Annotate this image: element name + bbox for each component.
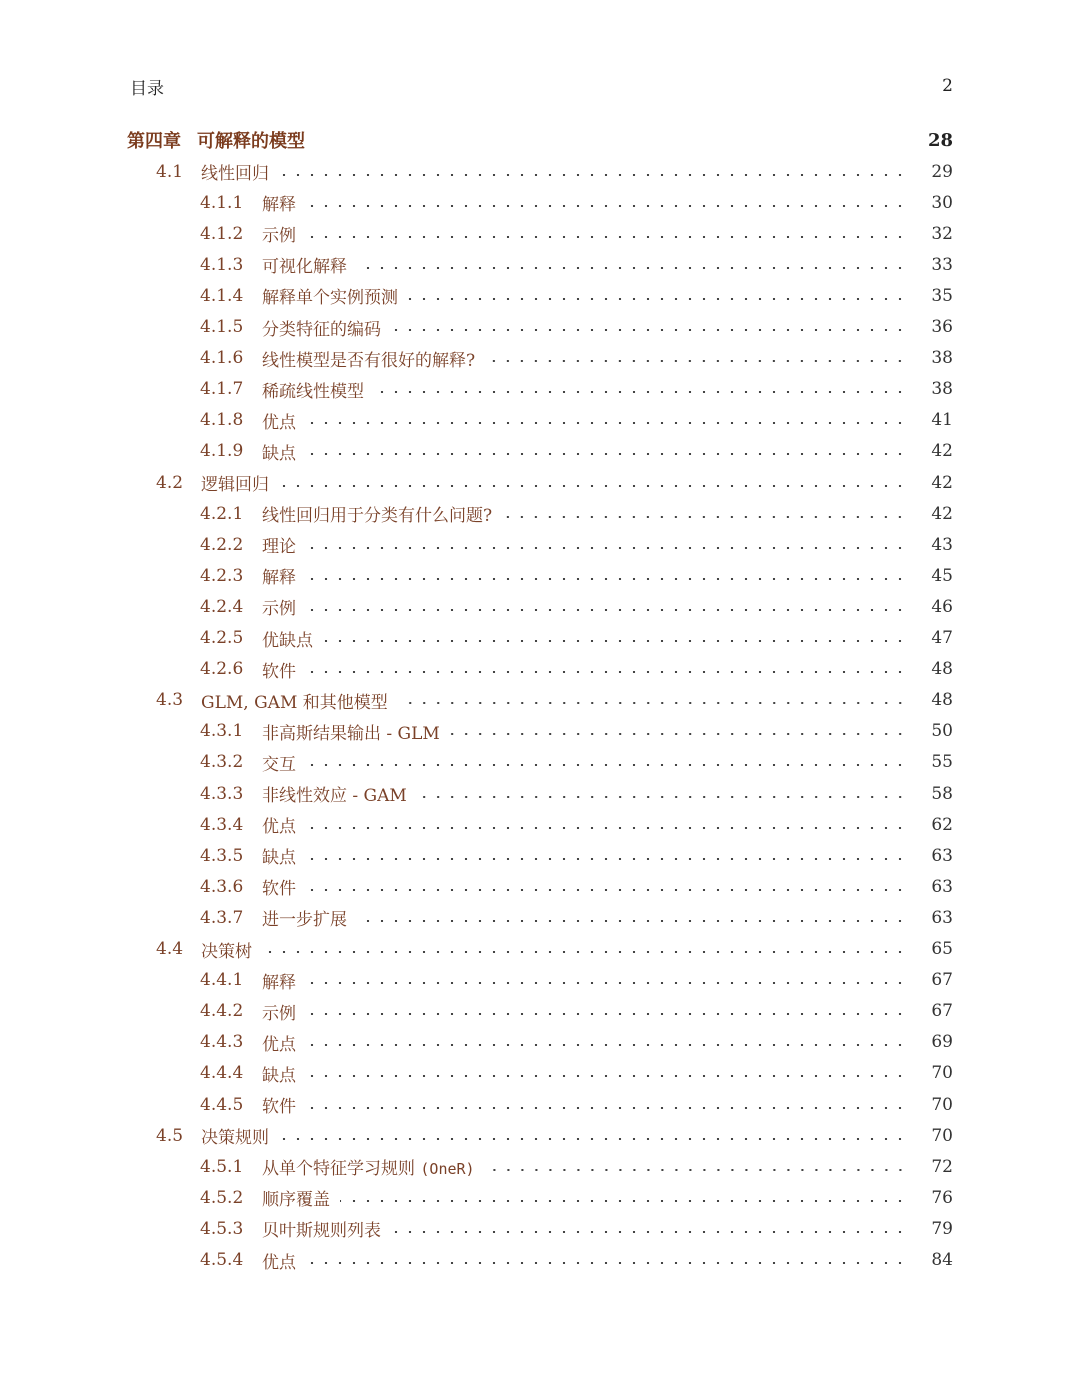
entry-title: 软件	[262, 1097, 296, 1117]
entry-number: 4.5.1	[200, 1156, 244, 1177]
dot-leader	[306, 1013, 907, 1015]
entry-number: 4.1.8	[200, 410, 244, 431]
entry-title: 解释	[262, 568, 296, 589]
entry-page-number: 43	[931, 534, 953, 555]
entry-number: 4.1.9	[200, 441, 244, 462]
dot-leader	[485, 1169, 907, 1171]
entry-title: 逻辑回归	[201, 475, 269, 495]
toc-subsection-entry[interactable]	[0, 1245, 1080, 1276]
entry-number: 4.3.4	[200, 814, 244, 835]
entry-page-number: 69	[931, 1032, 953, 1053]
dot-leader	[398, 702, 907, 704]
entry-title: 交互	[262, 754, 296, 775]
entry-page-number: 38	[931, 379, 953, 400]
entry-number: 4.2.6	[200, 659, 244, 680]
entry-title: 可视化解释	[262, 257, 347, 278]
dot-leader	[357, 920, 907, 922]
entry-title: 线性回归	[201, 164, 269, 184]
entry-title: 分类特征的编码	[262, 319, 381, 340]
dot-leader	[306, 1075, 907, 1077]
entry-page-number: 70	[931, 1063, 953, 1084]
entry-title: 贝叶斯规则列表	[262, 1221, 381, 1242]
entry-page-number: 30	[931, 192, 953, 213]
entry-page-number: 32	[931, 223, 953, 244]
toc-chapter-entry[interactable]	[127, 127, 953, 153]
toc-subsection-entry[interactable]	[0, 654, 1080, 685]
entry-page-number: 63	[931, 876, 953, 897]
entry-number: 4.2.3	[200, 565, 244, 586]
dot-leader	[306, 609, 907, 611]
dot-leader	[374, 391, 907, 393]
dot-leader	[306, 578, 907, 580]
entry-title: 优点	[262, 1252, 296, 1273]
entry-title: 顺序覆盖	[262, 1190, 330, 1211]
dot-leader	[279, 485, 907, 487]
dot-leader	[306, 547, 907, 549]
entry-number: 4.4.2	[200, 1001, 244, 1022]
entry-page-number: 63	[931, 845, 953, 866]
entry-title: 线性回归用于分类有什么问题?	[262, 506, 493, 527]
chapter-page-number: 28	[927, 129, 953, 151]
toc-subsection-entry[interactable]	[0, 809, 1080, 840]
toc-subsection-entry[interactable]	[0, 374, 1080, 405]
entry-page-number: 63	[931, 907, 953, 928]
dot-leader	[306, 827, 907, 829]
entry-number: 4.1	[156, 161, 184, 182]
toc-section-entry[interactable]	[0, 156, 1080, 187]
entry-title: 解释单个实例预测	[262, 288, 398, 309]
toc-subsection-entry[interactable]	[0, 1089, 1080, 1120]
entry-number: 4.3.1	[200, 721, 244, 742]
running-head	[130, 74, 953, 98]
entry-title: 从单个特征学习规则 (OneR)	[262, 1159, 475, 1180]
entry-title: 缺点	[262, 443, 296, 464]
toc-subsection-entry[interactable]	[0, 405, 1080, 436]
toc-subsection-entry[interactable]	[0, 778, 1080, 809]
dot-leader	[279, 1138, 907, 1140]
entry-title: 决策规则	[201, 1128, 269, 1149]
toc-subsection-entry[interactable]	[0, 187, 1080, 218]
dot-leader	[306, 764, 907, 766]
entry-number: 4.2.5	[200, 628, 244, 648]
dot-leader	[306, 858, 907, 860]
entry-page-number: 48	[931, 690, 953, 711]
entry-number: 4.3.5	[200, 845, 244, 866]
entry-page-number: 67	[931, 970, 953, 991]
entry-number: 4.3.7	[200, 907, 244, 928]
entry-title: 优点	[262, 1034, 296, 1055]
toc-subsection-entry[interactable]	[0, 312, 1080, 343]
dot-leader	[450, 733, 907, 735]
entry-page-number: 76	[931, 1187, 953, 1208]
dot-leader	[279, 174, 907, 176]
entry-page-number: 42	[931, 441, 953, 462]
entry-page-number: 38	[931, 348, 953, 369]
entry-page-number: 42	[931, 503, 953, 524]
entry-number: 4.1.5	[200, 317, 244, 337]
entry-number: 4.1.2	[200, 223, 244, 244]
entry-title: 稀疏线性模型	[262, 381, 364, 402]
entry-title: 非高斯结果输出 - GLM	[262, 723, 440, 744]
entry-number: 4.1.7	[200, 379, 244, 400]
toc-subsection-entry[interactable]	[0, 1058, 1080, 1089]
toc-subsection-entry[interactable]	[0, 840, 1080, 871]
dot-leader	[306, 1107, 907, 1109]
entry-page-number: 46	[931, 596, 953, 617]
entry-page-number: 72	[931, 1156, 953, 1177]
entry-title: 缺点	[262, 1065, 296, 1086]
entry-page-number: 29	[931, 161, 953, 182]
entry-number: 4.1.3	[200, 254, 244, 275]
entry-page-number: 45	[931, 565, 953, 586]
entry-number: 4.1.6	[200, 348, 244, 369]
entry-number: 4.5.4	[200, 1250, 244, 1270]
entry-number: 4.3.3	[200, 783, 244, 804]
entry-number: 4.3.6	[200, 876, 244, 897]
entry-page-number: 36	[931, 317, 953, 337]
entry-title: GLM, GAM 和其他模型	[201, 692, 388, 713]
toc-subsection-entry[interactable]	[0, 529, 1080, 560]
toc-subsection-entry[interactable]	[0, 996, 1080, 1027]
entry-page-number: 50	[931, 721, 953, 742]
entry-number: 4.2	[156, 472, 184, 493]
dot-leader	[357, 267, 907, 269]
toc-subsection-entry[interactable]	[0, 902, 1080, 933]
toc-subsection-entry[interactable]	[0, 1151, 1080, 1182]
dot-leader	[306, 982, 907, 984]
chapter-title: 可解释的模型	[197, 131, 305, 152]
entry-page-number: 42	[931, 472, 953, 493]
dot-leader	[323, 640, 907, 642]
toc-subsection-entry[interactable]	[0, 965, 1080, 996]
entry-number: 4.5	[156, 1125, 184, 1146]
toc-subsection-entry[interactable]	[0, 871, 1080, 902]
toc-subsection-entry[interactable]	[0, 249, 1080, 280]
toc-subsection-entry[interactable]	[0, 498, 1080, 529]
dot-leader	[408, 298, 907, 300]
entry-page-number: 67	[931, 1001, 953, 1022]
toc-section-entry[interactable]	[0, 467, 1080, 498]
toc-subsection-entry[interactable]	[0, 591, 1080, 622]
entry-number: 4.2.1	[200, 503, 244, 524]
dot-leader	[262, 951, 907, 953]
entry-page-number: 70	[931, 1094, 953, 1115]
entry-page-number: 33	[931, 254, 953, 275]
entry-number: 4.5.3	[200, 1218, 244, 1239]
entry-title: 优缺点	[262, 630, 313, 651]
entry-title: 决策树	[201, 941, 252, 962]
entry-page-number: 41	[931, 410, 953, 431]
dot-leader	[502, 516, 907, 518]
entry-page-number: 84	[931, 1250, 953, 1270]
entry-number: 4.4.5	[200, 1094, 244, 1115]
toc-section-entry[interactable]	[0, 934, 1080, 965]
entry-title: 线性模型是否有很好的解释?	[262, 350, 476, 371]
entry-number: 4.1.4	[200, 285, 244, 306]
toc-section-entry[interactable]	[0, 685, 1080, 716]
toc-subsection-entry[interactable]	[0, 560, 1080, 591]
toc-subsection-entry[interactable]	[0, 1182, 1080, 1213]
entry-title: 解释	[262, 972, 296, 993]
entry-number: 4.4.4	[200, 1063, 244, 1084]
entry-title: 优点	[262, 412, 296, 433]
toc-subsection-entry[interactable]	[0, 436, 1080, 467]
entry-number: 4.2.4	[200, 596, 244, 617]
entry-number: 4.1.1	[200, 192, 244, 213]
toc-subsection-entry[interactable]	[0, 623, 1080, 654]
chapter-label: 第四章	[127, 131, 181, 152]
dot-leader	[306, 453, 907, 455]
toc-subsection-entry[interactable]	[0, 218, 1080, 249]
dot-leader	[417, 796, 907, 798]
entry-page-number: 65	[931, 939, 953, 959]
dot-leader	[340, 1200, 907, 1202]
toc-subsection-entry[interactable]	[0, 747, 1080, 778]
entry-number: 4.3.2	[200, 752, 244, 773]
entry-page-number: 79	[931, 1218, 953, 1239]
entry-title: 软件	[262, 661, 296, 682]
toc-subsection-entry[interactable]	[0, 1213, 1080, 1244]
entry-title: 优点	[262, 817, 296, 838]
entry-title: 示例	[262, 1003, 296, 1024]
entry-number: 4.4	[156, 939, 184, 959]
entry-number: 4.4.1	[200, 970, 244, 991]
entry-title: 软件	[262, 879, 296, 900]
entry-title: 进一步扩展	[262, 910, 347, 931]
entry-title: 非线性效应 - GAM	[262, 786, 407, 806]
toc-subsection-entry[interactable]	[0, 1027, 1080, 1058]
entry-title: 示例	[262, 599, 296, 620]
entry-number: 4.3	[156, 690, 184, 711]
entry-number: 4.5.2	[200, 1187, 244, 1208]
dot-leader	[485, 360, 907, 362]
dot-leader	[306, 1044, 907, 1046]
dot-leader	[306, 422, 907, 424]
entry-page-number: 70	[931, 1125, 953, 1146]
toc-subsection-entry[interactable]	[0, 716, 1080, 747]
toc-subsection-entry[interactable]	[0, 280, 1080, 311]
dot-leader	[306, 205, 907, 207]
dot-leader	[306, 671, 907, 673]
dot-leader	[391, 1231, 907, 1233]
entry-page-number: 55	[931, 752, 953, 773]
entry-page-number: 48	[931, 659, 953, 680]
running-head-page-number: 2	[942, 76, 953, 96]
entry-title: 解释	[262, 195, 296, 216]
entry-page-number: 58	[931, 783, 953, 804]
running-head-title: 目录	[130, 78, 164, 99]
dot-leader	[391, 329, 907, 331]
entry-page-number: 35	[931, 285, 953, 306]
entry-number: 4.2.2	[200, 534, 244, 555]
toc-subsection-entry[interactable]	[0, 343, 1080, 374]
entry-title: 理论	[262, 537, 296, 558]
entry-page-number: 62	[931, 814, 953, 835]
entry-title: 示例	[262, 226, 296, 247]
entry-page-number: 47	[931, 628, 953, 648]
entry-title: 缺点	[262, 848, 296, 869]
dot-leader	[306, 236, 907, 238]
entry-number: 4.4.3	[200, 1032, 244, 1053]
dot-leader	[306, 889, 907, 891]
dot-leader	[306, 1262, 907, 1264]
toc-section-entry[interactable]	[0, 1120, 1080, 1151]
